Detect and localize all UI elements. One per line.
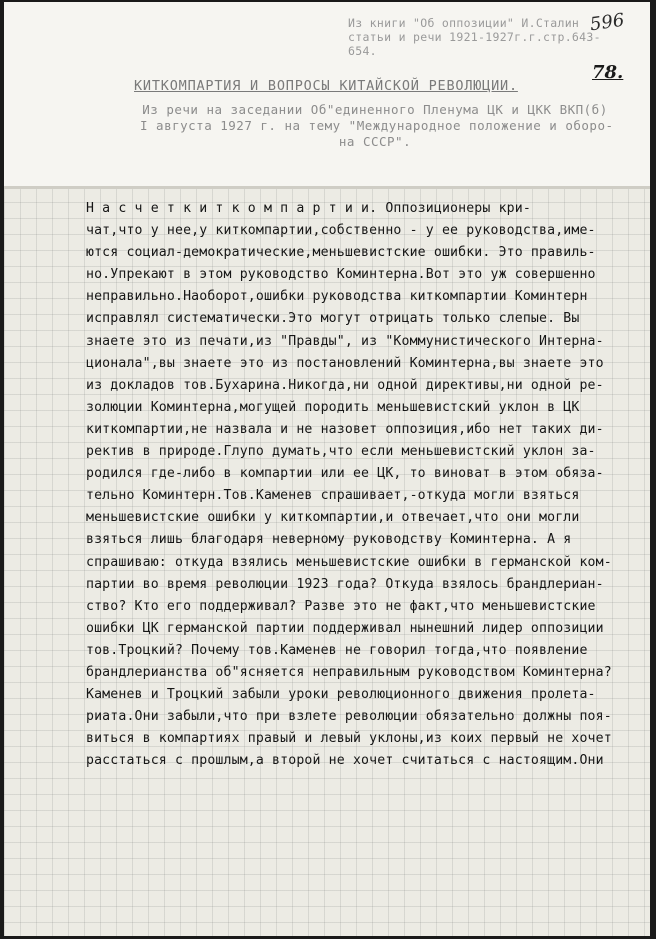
body-line: расстаться с прошлым,а второй не хочет считаться с настоящим.Они bbox=[86, 753, 604, 769]
body-line: чат,что у нее,у киткомпартии,собственно - у ее руководства,име- bbox=[86, 223, 596, 239]
document-page bbox=[4, 2, 650, 936]
paper-fold-line bbox=[4, 186, 650, 189]
source-note bbox=[348, 16, 628, 58]
body-line: киткомпартии,не назвала и не назовет оппозиция,ибо нет таких ди- bbox=[86, 421, 604, 437]
body-text bbox=[86, 198, 646, 772]
body-line: ректив в природе.Глупо думать,что если меньшевистский уклон за- bbox=[86, 444, 596, 460]
body-line: спрашиваю: откуда взялись меньшевистские ошибки в германской ком- bbox=[86, 554, 612, 570]
body-line: ционала",вы знаете это из постановлений Коминтерна,вы знаете это bbox=[86, 355, 604, 371]
body-line: брандлерианства об"ясняется неправильным руководством Коминтерна? bbox=[86, 664, 612, 680]
body-line: риата.Они забыли,что при взлете революции обязательно должны поя- bbox=[86, 709, 612, 725]
source-note-line: Из книги "Об оппозиции" И.Сталин bbox=[348, 16, 580, 30]
handwritten-page-number: 596 bbox=[588, 9, 626, 36]
body-line: родился где-либо в компартии или ее ЦК, то виноват в этом обяза- bbox=[86, 466, 604, 482]
subtitle-line: Из речи на заседании Об"единенного Пленума ЦК и ЦКК ВКП(б) bbox=[142, 102, 608, 117]
body-line: тов.Троцкий? Почему тов.Каменев не говорил тогда,что появление bbox=[86, 642, 588, 658]
body-line: ошибки ЦК германской партии поддерживал нынешний лидер оппозиции bbox=[86, 620, 604, 636]
subtitle-line: на СССР". bbox=[338, 134, 412, 149]
body-line: партии во время революции 1923 года? Откуда взялось брандлериан- bbox=[86, 576, 604, 592]
body-line: виться в компартиях правый и левый уклоны,из коих первый не хочет bbox=[86, 731, 612, 747]
body-line: ются социал-демократические,меньшевистские ошибки. Это правиль- bbox=[86, 245, 596, 261]
body-line: Н а с ч е т к и т к о м п а р т и и. Оппозиционеры кри- bbox=[86, 201, 531, 216]
body-line: меньшевистские ошибки у киткомпартии,и отвечает,что они могли bbox=[86, 510, 580, 526]
document-title: КИТКОМПАРТИЯ И ВОПРОСЫ КИТАЙСКОЙ РЕВОЛЮЦИИ. bbox=[134, 78, 518, 94]
body-line: исправлял систематически.Это могут отрицать только слепые. Вы bbox=[86, 311, 580, 327]
body-line: Каменев и Троцкий забыли уроки революционного движения пролета- bbox=[86, 687, 596, 703]
body-line: тельно Коминтерн.Тов.Каменев спрашивает,-откуда могли взяться bbox=[86, 488, 580, 504]
body-line: ство? Кто его поддерживал? Разве это не факт,что меньшевистские bbox=[86, 598, 596, 614]
body-line: но.Упрекают в этом руководство Коминтерна.Вот это уж совершенно bbox=[86, 267, 596, 283]
body-line: взяться лишь благодаря неверному руководству Коминтерна. А я bbox=[86, 532, 572, 548]
document-subtitle bbox=[140, 102, 614, 150]
body-line: из докладов тов.Бухарина.Никогда,ни одной директивы,ни одной ре- bbox=[86, 377, 604, 393]
subtitle-line: I августа 1927 г. на тему "Международное положение и оборо- bbox=[140, 118, 614, 133]
source-note-line: статьи и речи 1921-1927г.г.стр.643- bbox=[348, 30, 601, 44]
source-note-line: 654. bbox=[348, 44, 377, 58]
body-line: знаете это из печати,из "Правды", из "Коммунистического Интерна- bbox=[86, 333, 604, 349]
body-line: золюции Коминтерна,могущей породить меньшевистский уклон в ЦК bbox=[86, 399, 580, 415]
body-line: неправильно.Наоборот,ошибки руководства киткомпартии Коминтерн bbox=[86, 289, 588, 305]
handwritten-archive-number: 78. bbox=[592, 62, 624, 83]
